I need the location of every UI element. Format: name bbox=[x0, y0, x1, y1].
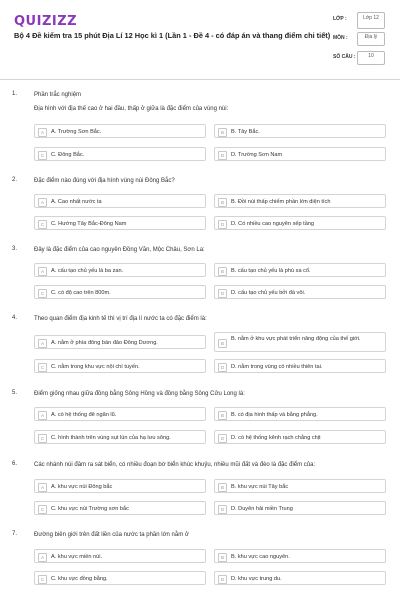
option-letter: C bbox=[38, 505, 47, 514]
meta-panel bbox=[333, 12, 389, 69]
option-text: A. khu vực núi Đông bắc bbox=[51, 483, 113, 490]
worksheet-header bbox=[0, 0, 400, 72]
question-text: Theo quan điểm địa kinh tế thì vị trí địa lí nước ta có đặc điểm là: bbox=[34, 316, 207, 322]
option-d[interactable] bbox=[214, 147, 386, 161]
option-letter: B bbox=[218, 483, 227, 492]
class-value: Lớp 12 bbox=[357, 12, 385, 29]
question-number: 4. bbox=[12, 315, 18, 321]
option-text: B. Tây Bắc. bbox=[231, 128, 260, 135]
option-c[interactable] bbox=[34, 216, 206, 230]
option-text: C. có độ cao trên 800m. bbox=[51, 289, 111, 296]
class-label: LỚP : bbox=[333, 16, 347, 22]
option-text: A. Trường Sơn Bắc. bbox=[51, 128, 102, 135]
page-title: Bộ 4 Đề kiểm tra 15 phút Địa Lí 12 Học kì 1 (Lần 1 - Đề 4 - có đáp án và thang điểm chi tiết) bbox=[14, 31, 331, 40]
option-text: A. cấu tạo chủ yếu là ba zan. bbox=[51, 267, 124, 274]
option-letter: A bbox=[38, 553, 47, 562]
option-text: B. nằm ở khu vực phát triển năng động của thế giới. bbox=[231, 336, 361, 342]
option-d[interactable] bbox=[214, 359, 386, 373]
question-text: Đường biên giới trên đất liền của nước ta phần lớn nằm ở bbox=[34, 532, 189, 538]
option-text: A. Cao nhất nước ta bbox=[51, 198, 102, 205]
option-letter: B bbox=[218, 553, 227, 562]
option-letter: A bbox=[38, 267, 47, 276]
option-text: B. Đồi núi thấp chiếm phần lớn diện tích bbox=[231, 198, 331, 205]
option-b[interactable] bbox=[214, 124, 386, 138]
question-number: 1. bbox=[12, 91, 18, 97]
option-c[interactable] bbox=[34, 285, 206, 299]
option-letter: D bbox=[218, 220, 227, 229]
option-d[interactable] bbox=[214, 216, 386, 230]
question-count-label: SỐ CÂU : bbox=[333, 54, 356, 60]
question-count-value: 10 bbox=[357, 51, 385, 65]
option-d[interactable] bbox=[214, 571, 386, 585]
option-letter: D bbox=[218, 575, 227, 584]
option-letter: A bbox=[38, 411, 47, 420]
option-text: B. khu vực núi Tây bắc bbox=[231, 483, 289, 490]
quizizz-logo: QUIZIZZ bbox=[14, 14, 78, 29]
option-c[interactable] bbox=[34, 147, 206, 161]
question-number: 7. bbox=[12, 531, 18, 537]
option-c[interactable] bbox=[34, 501, 206, 515]
option-text: D. Có nhiều cao nguyên xếp tầng bbox=[231, 220, 315, 227]
option-d[interactable] bbox=[214, 430, 386, 444]
option-letter: C bbox=[38, 575, 47, 584]
option-b[interactable] bbox=[214, 332, 386, 352]
option-b[interactable] bbox=[214, 194, 386, 208]
header-divider bbox=[0, 79, 400, 80]
question-text: Điểm giống nhau giữa đồng bằng Sông Hồng và đồng bằng Sông Cửu Long là: bbox=[34, 391, 245, 397]
option-text: C. Đông Bắc. bbox=[51, 151, 85, 158]
option-a[interactable] bbox=[34, 194, 206, 208]
option-letter: D bbox=[218, 151, 227, 160]
option-text: A. có hệ thống đê ngăn lũ. bbox=[51, 411, 117, 418]
option-text: C. khu vực đồng bằng. bbox=[51, 575, 108, 582]
option-c[interactable] bbox=[34, 430, 206, 444]
option-text: D. cấu tạo chủ yếu bởi đá vôi. bbox=[231, 289, 306, 296]
option-letter: C bbox=[38, 220, 47, 229]
option-letter: B bbox=[218, 128, 227, 137]
option-letter: A bbox=[38, 339, 47, 348]
option-b[interactable] bbox=[214, 479, 386, 493]
option-a[interactable] bbox=[34, 124, 206, 138]
option-letter: D bbox=[218, 505, 227, 514]
option-letter: A bbox=[38, 128, 47, 137]
option-letter: A bbox=[38, 483, 47, 492]
option-text: C. hình thành trên vùng sụt lún của hạ lưu sông. bbox=[51, 434, 171, 441]
option-letter: B bbox=[218, 267, 227, 276]
option-text: B. cấu tạo chủ yếu là phù sa cổ. bbox=[231, 267, 311, 274]
option-letter: A bbox=[38, 198, 47, 207]
option-text: A. khu vực miền núi. bbox=[51, 553, 103, 560]
question-number: 2. bbox=[12, 177, 18, 183]
option-letter: C bbox=[38, 289, 47, 298]
option-a[interactable] bbox=[34, 407, 206, 421]
option-text: B. khu vực cao nguyên. bbox=[231, 553, 290, 560]
subject-label: MÔN : bbox=[333, 35, 348, 41]
question-text: Đặc điểm nào đúng với địa hình vùng núi Đông Bắc? bbox=[34, 178, 175, 184]
question-number: 3. bbox=[12, 246, 18, 252]
option-text: D. có hệ thống kênh rạch chằng chịt bbox=[231, 434, 321, 441]
option-text: D. khu vực trung du. bbox=[231, 575, 282, 582]
option-a[interactable] bbox=[34, 263, 206, 277]
option-b[interactable] bbox=[214, 407, 386, 421]
option-a[interactable] bbox=[34, 335, 206, 349]
option-d[interactable] bbox=[214, 285, 386, 299]
option-text: D. Duyên hải miền Trung bbox=[231, 505, 293, 512]
option-letter: D bbox=[218, 434, 227, 443]
option-text: D. nằm trong vùng có nhiều thiên tai. bbox=[231, 363, 323, 370]
option-text: D. Trường Sơn Nam bbox=[231, 151, 283, 158]
option-d[interactable] bbox=[214, 501, 386, 515]
option-b[interactable] bbox=[214, 263, 386, 277]
question-text: Các nhánh núi đâm ra sát biển, có nhiều đoạn bờ biển khúc khuỷu, nhiều mũi đất và đèo là đặc điểm của: bbox=[34, 462, 316, 468]
question-number: 5. bbox=[12, 390, 18, 396]
option-text: A. nằm ở phía đông bán đảo Đông Dương. bbox=[51, 339, 158, 346]
option-letter: B bbox=[218, 198, 227, 207]
option-letter: D bbox=[218, 289, 227, 298]
question-text: Phần trắc nghiệm bbox=[34, 92, 82, 98]
option-text: C. khu vực núi Trường sơn bắc bbox=[51, 505, 129, 512]
option-text: C. Hướng Tây Bắc-Đông Nam bbox=[51, 220, 127, 227]
option-letter: B bbox=[218, 411, 227, 420]
option-c[interactable] bbox=[34, 571, 206, 585]
question-number: 6. bbox=[12, 461, 18, 467]
question-subtext: Địa hình với địa thế cao ở hai đầu, thấp ở giữa là đặc điểm của vùng núi: bbox=[34, 106, 229, 112]
subject-value: Địa lý bbox=[357, 32, 385, 46]
option-letter: C bbox=[38, 151, 47, 160]
option-a[interactable] bbox=[34, 479, 206, 493]
option-letter: C bbox=[38, 434, 47, 443]
question-text: Đây là đặc điểm của cao nguyên Đồng Văn, Mộc Châu, Sơn La: bbox=[34, 247, 205, 253]
option-a[interactable] bbox=[34, 549, 206, 563]
option-b[interactable] bbox=[214, 549, 386, 563]
option-text: C. nằm trong khu vực nội chí tuyến. bbox=[51, 363, 140, 370]
option-letter: B bbox=[218, 339, 227, 348]
option-letter: C bbox=[38, 363, 47, 372]
option-c[interactable] bbox=[34, 359, 206, 373]
option-text: B. có địa hình thấp và bằng phẳng. bbox=[231, 411, 318, 418]
option-letter: D bbox=[218, 363, 227, 372]
